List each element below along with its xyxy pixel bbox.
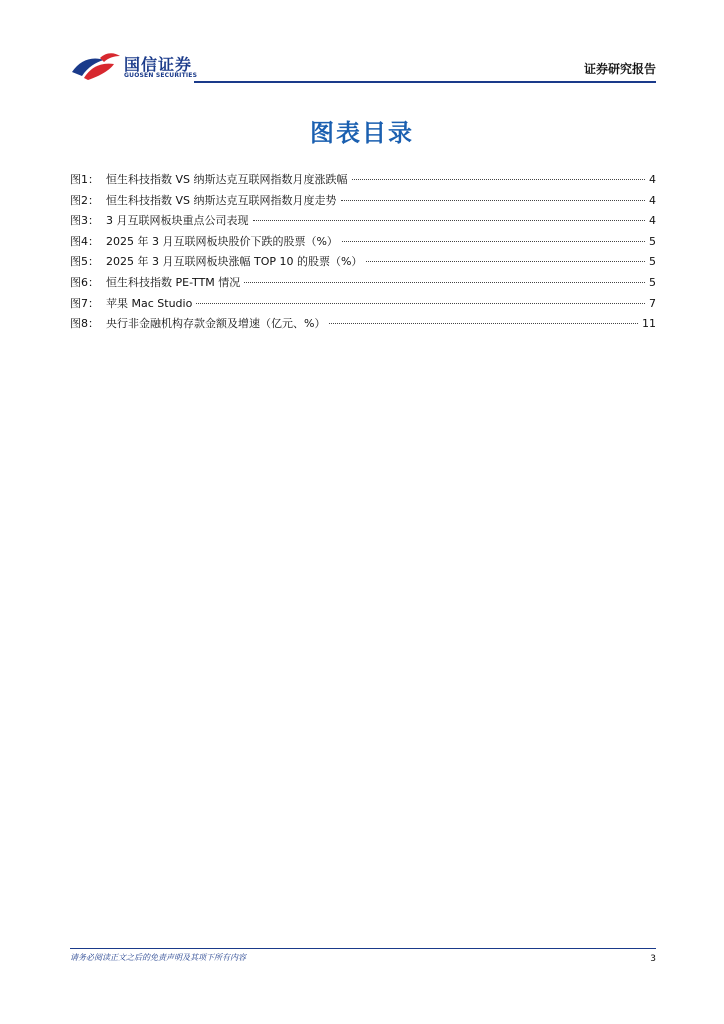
toc-entry-text: 2025 年 3 月互联网板块股价下跌的股票（%） — [106, 234, 338, 248]
toc-entry-text: 苹果 Mac Studio — [106, 296, 193, 310]
toc-entry-page: 7 — [649, 296, 656, 310]
toc-dot-leader — [352, 167, 646, 180]
toc-entry-page: 4 — [649, 214, 656, 228]
toc-entry-page: 11 — [642, 317, 656, 331]
toc-dot-leader — [329, 311, 638, 324]
company-logo — [70, 50, 200, 84]
toc-entry-label: 图8： — [70, 317, 99, 331]
toc-entry-page: 4 — [649, 173, 656, 186]
toc-entry-label: 图5： — [70, 255, 99, 269]
toc-entry-label: 图4： — [70, 234, 99, 248]
figure-toc-list — [70, 170, 656, 335]
toc-dot-leader — [342, 229, 645, 242]
logo-chinese-name: 国信证券 — [124, 55, 193, 74]
toc-entry-label: 图6： — [70, 275, 99, 289]
report-type-label: 证券研究报告 — [583, 62, 656, 76]
toc-dot-leader — [244, 270, 645, 283]
toc-entry-text: 3 月互联网板块重点公司表现 — [106, 214, 249, 228]
toc-dot-leader — [341, 188, 646, 201]
toc-title: 图表目录 — [310, 119, 414, 147]
toc-entry-text: 恒生科技指数 VS 纳斯达克互联网指数月度走势 — [106, 193, 337, 207]
toc-entry-text: 2025 年 3 月互联网板块涨幅 TOP 10 的股票（%） — [106, 255, 363, 269]
toc-entry-page: 5 — [649, 255, 656, 269]
toc-dot-leader — [196, 291, 645, 304]
toc-entry-label: 图7： — [70, 296, 99, 310]
page-header — [70, 50, 656, 84]
toc-entry-page: 4 — [649, 193, 656, 207]
logo-english-name: GUOSEN SECURITIES — [124, 72, 198, 79]
toc-entry-label: 图1： — [70, 173, 99, 186]
toc-dot-leader — [366, 249, 645, 262]
toc-entry-label: 图3： — [70, 214, 99, 228]
toc-entry-page: 5 — [649, 234, 656, 248]
toc-entry[interactable] — [70, 314, 656, 335]
toc-entry-page: 5 — [649, 275, 656, 289]
page-number: 3 — [650, 954, 656, 964]
toc-entry-text: 央行非金融机构存款金额及增速（亿元、%） — [106, 317, 326, 331]
footer-disclaimer: 请务必阅读正文之后的免责声明及其项下所有内容 — [70, 953, 246, 962]
logo-mark-icon — [70, 50, 122, 84]
toc-entry-text: 恒生科技指数 PE-TTM 情况 — [106, 275, 241, 289]
toc-dot-leader — [253, 208, 646, 221]
header-divider — [194, 81, 656, 83]
toc-entry-text: 恒生科技指数 VS 纳斯达克互联网指数月度涨跌幅 — [106, 173, 348, 186]
footer-divider — [70, 948, 656, 949]
toc-entry-label: 图2： — [70, 193, 99, 207]
